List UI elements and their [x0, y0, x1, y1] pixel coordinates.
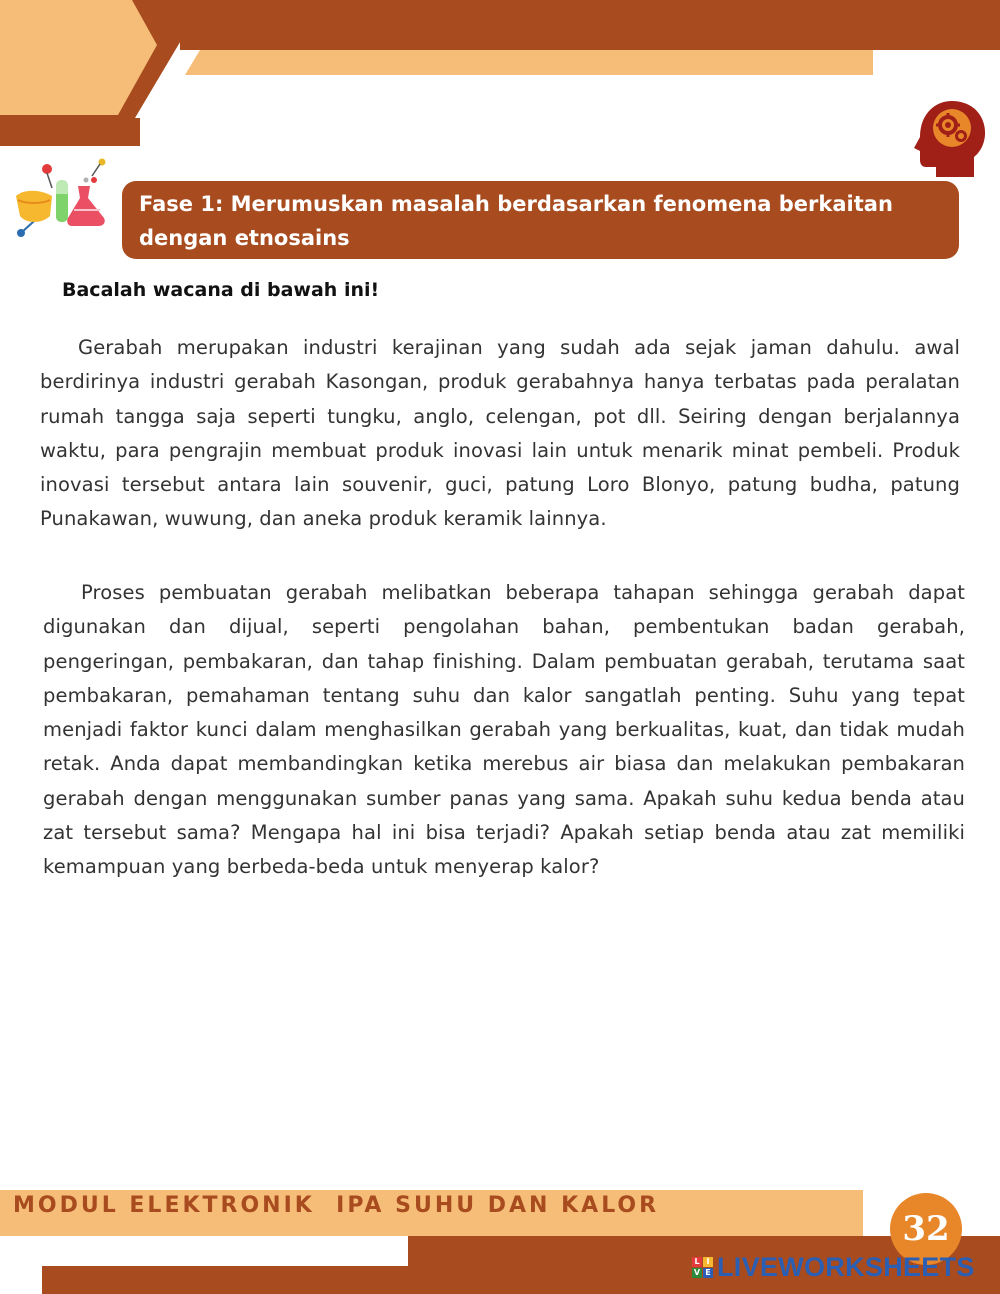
liveworksheets-logo[interactable]: [692, 1252, 975, 1283]
head-gears-icon: [912, 97, 988, 179]
watermark-letter-i: I: [703, 1257, 713, 1267]
header-decoration: [0, 0, 1000, 150]
science-lab-icon: [12, 158, 110, 238]
watermark-letter-v: V: [693, 1268, 701, 1277]
reading-paragraph-1: Gerabah merupakan industri kerajinan yang sudah ada sejak jaman dahulu. awal berdirinya industri gerabah Kasongan, produk gerabahnya hanya terbatas pada peralatan rumah tangga saja seperti tungku, anglo, celengan, pot dll. Seiring dengan berjalannya waktu, para pengrajin membuat produk inovasi lain untuk menarik minat pembeli. Produk inovasi tersebut antara lain souvenir, guci, patung Loro Blonyo, patung budha, patung Punakawan, wuwung, dan aneka produk keramik lainnya.: [40, 336, 960, 531]
watermark-letter-e: E: [703, 1268, 713, 1278]
phase-banner: [122, 181, 959, 259]
watermark-text: LIVEWORKSHEETS: [717, 1252, 975, 1282]
reading-paragraph-2: Proses pembuatan gerabah melibatkan beberapa tahapan sehingga gerabah dapat digunakan dan dijual, seperti pengolahan bahan, pembentukan badan gerabah, pengeringan, pembakaran, dan tahap finishing. Dalam pembuatan gerabah, terutama saat pembakaran, pemahaman tentang suhu dan kalor sangatlah penting. Suhu yang tepat menjadi faktor kunci dalam menghasilkan gerabah yang berkualitas, kuat, dan tidak mudah retak. Anda dapat membandingkan ketika merebus air biasa dan melakukan pembakaran gerabah dengan menggunakan sumber panas yang sama. Apakah suhu kedua benda atau zat tersebut sama? Mengapa hal ini bisa terjadi? Apakah setiap benda atau zat memiliki kemampuan yang berbeda-beda untuk menyerap kalor?: [43, 581, 965, 879]
module-title: MODUL ELEKTRONIK IPA SUHU DAN KALOR: [13, 1193, 660, 1218]
watermark-letter-l: L: [692, 1257, 702, 1267]
phase-title: Fase 1: Merumuskan masalah berdasarkan fenomena berkaitan dengan etnosains: [139, 192, 893, 250]
liveworksheets-badge-icon: [692, 1257, 713, 1278]
reading-instruction: Bacalah wacana di bawah ini!: [62, 279, 380, 301]
page-number: 32: [902, 1209, 950, 1249]
